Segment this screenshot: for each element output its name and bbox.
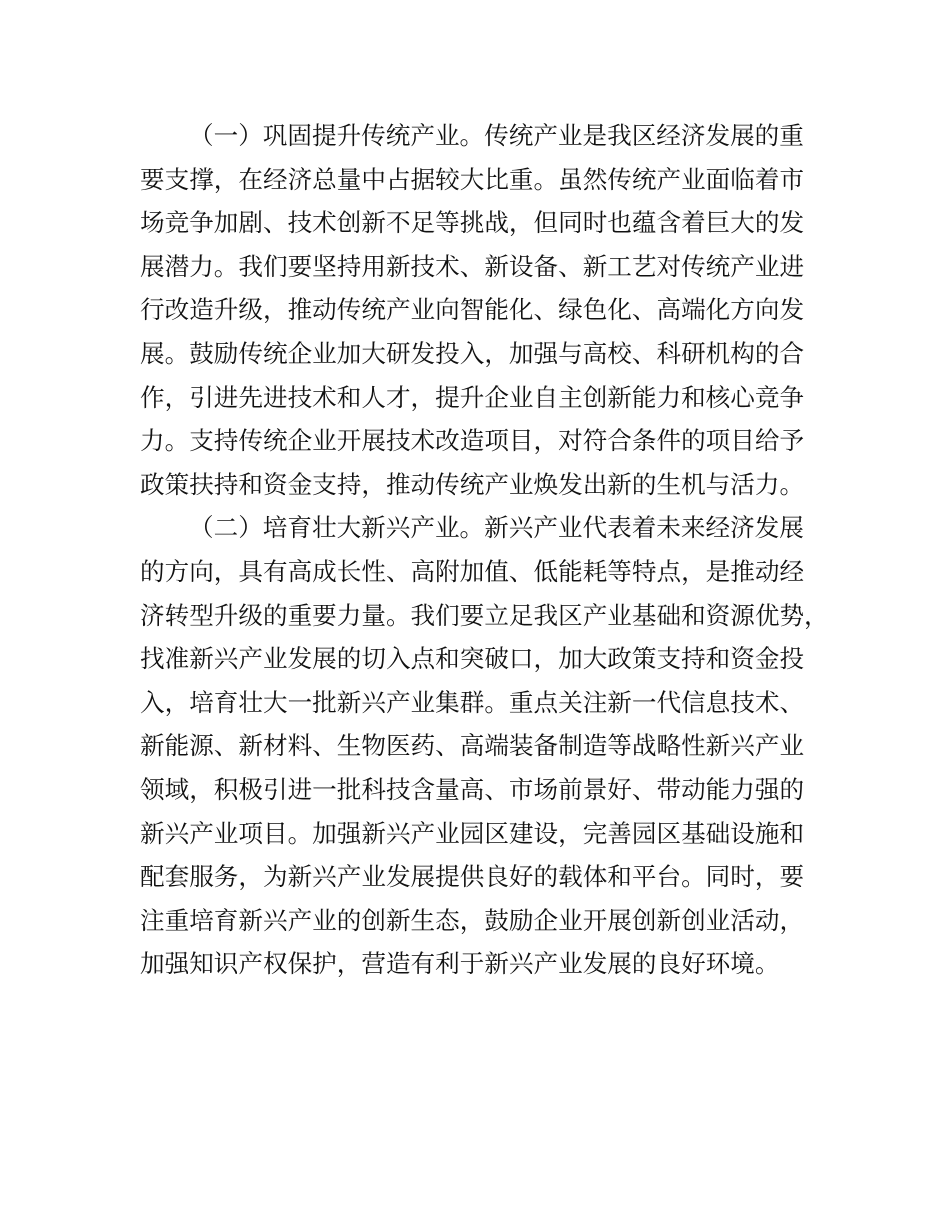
paragraph-line: 展潜力。我们要坚持用新技术、新设备、新工艺对传统产业进 — [140, 251, 805, 281]
paragraph-line: 济转型升级的重要力量。我们要立足我区产业基础和资源优势， — [140, 600, 829, 630]
paragraph-line: （二）培育壮大新兴产业。新兴产业代表着未来经济发展 — [189, 513, 804, 543]
paragraph-line: 入，培育壮大一批新兴产业集群。重点关注新一代信息技术、 — [140, 687, 805, 717]
paragraph-line: 的方向，具有高成长性、高附加值、低能耗等特点，是推动经 — [140, 556, 805, 586]
paragraph-traditional-industry — [140, 114, 830, 506]
paragraph-line: 配套服务，为新兴产业发展提供良好的载体和平台。同时，要 — [140, 862, 805, 892]
paragraph-line: 领域，积极引进一批科技含量高、市场前景好、带动能力强的 — [140, 774, 805, 804]
paragraph-line: 新能源、新材料、生物医药、高端装备制造等战略性新兴产业 — [140, 731, 805, 761]
paragraph-line: 作，引进先进技术和人才，提升企业自主创新能力和核心竞争 — [140, 382, 805, 412]
paragraph-line: 行改造升级，推动传统产业向智能化、绿色化、高端化方向发 — [140, 295, 805, 325]
document-body — [140, 114, 830, 986]
paragraph-emerging-industry — [140, 506, 830, 986]
paragraph-line: 要支撑，在经济总量中占据较大比重。虽然传统产业面临着市 — [140, 164, 805, 194]
paragraph-line: 场竞争加剧、技术创新不足等挑战，但同时也蕴含着巨大的发 — [140, 208, 805, 238]
paragraph-line: 力。支持传统企业开展技术改造项目，对符合条件的项目给予 — [140, 426, 805, 456]
paragraph-line: 新兴产业项目。加强新兴产业园区建设，完善园区基础设施和 — [140, 818, 805, 848]
paragraph-line: 注重培育新兴产业的创新生态，鼓励企业开展创新创业活动， — [140, 905, 805, 935]
paragraph-line: （一）巩固提升传统产业。传统产业是我区经济发展的重 — [189, 121, 804, 150]
paragraph-line: 找准新兴产业发展的切入点和突破口，加大政策支持和资金投 — [140, 644, 805, 674]
paragraph-line: 政策扶持和资金支持，推动传统产业焕发出新的生机与活力。 — [140, 469, 805, 499]
paragraph-line: 展。鼓励传统企业加大研发投入，加强与高校、科研机构的合 — [140, 338, 805, 368]
paragraph-line: 加强知识产权保护，营造有利于新兴产业发展的良好环境。 — [140, 949, 780, 979]
